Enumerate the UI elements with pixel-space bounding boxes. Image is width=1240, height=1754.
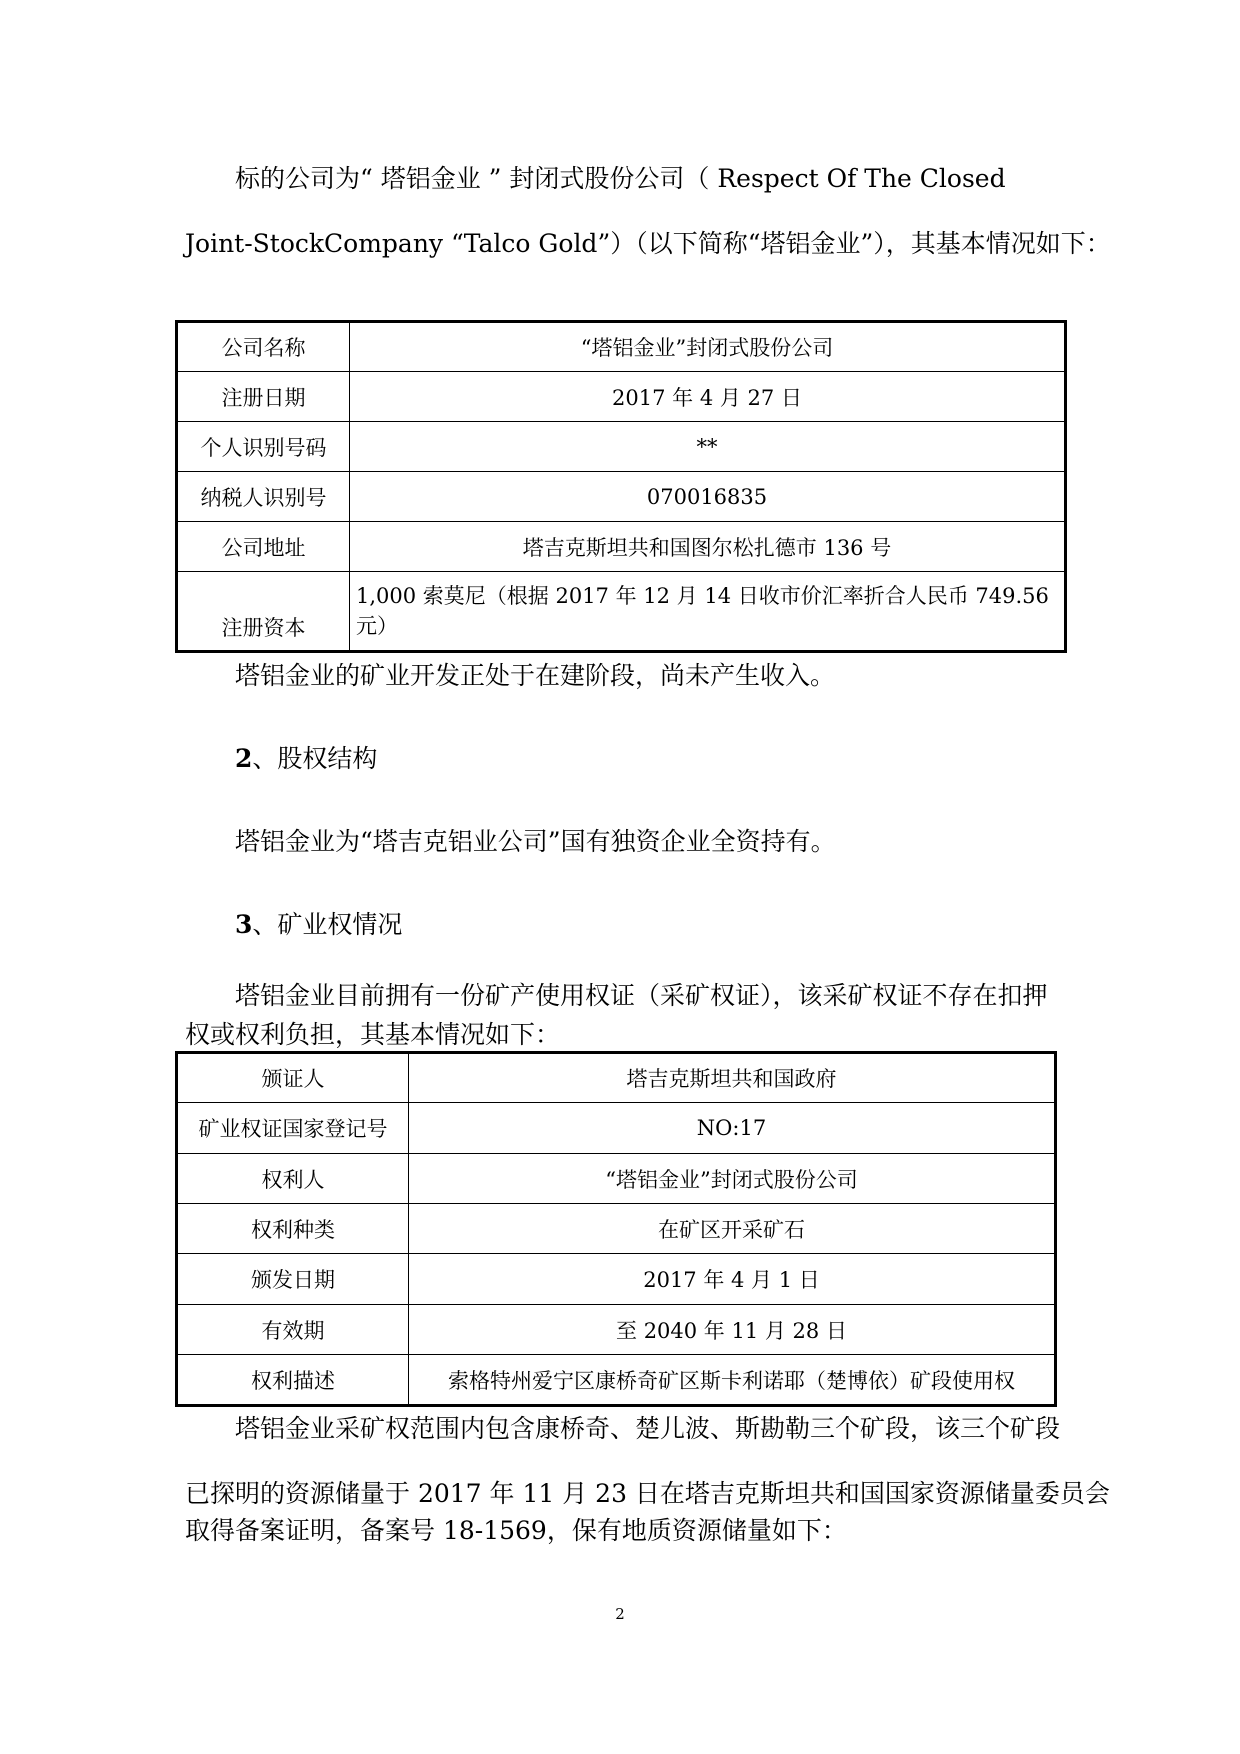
row-value: NO:17 [409, 1103, 1056, 1154]
section-3-heading [235, 906, 402, 944]
section-number: 3 [235, 910, 253, 939]
table-row [177, 372, 1066, 422]
intro-line-2: Joint-StockCompany “Talco Gold”）（以下简称“塔铝金业”），其基本情况如下： [185, 229, 1111, 258]
para-reserves-line-2: 已探明的资源储量于 2017 年 11 月 23 日在塔吉克斯坦共和国国家资源储量委员会 [185, 1479, 1110, 1508]
table-row [177, 1355, 1056, 1406]
row-value: 塔吉克斯坦共和国政府 [409, 1053, 1056, 1103]
row-label: 注册资本 [177, 572, 350, 652]
row-label: 纳税人识别号 [177, 472, 350, 522]
page-number: 2 [615, 1605, 625, 1623]
row-label: 公司名称 [177, 322, 350, 372]
para-reserves-line-3: 取得备案证明，备案号 18-1569，保有地质资源储量如下： [185, 1516, 847, 1545]
row-label: 个人识别号码 [177, 422, 350, 472]
table-row [177, 1254, 1056, 1305]
company-info-table [175, 320, 1067, 653]
row-value: “塔铝金业”封闭式股份公司 [350, 322, 1066, 372]
section-title: 、矿业权情况 [252, 910, 403, 939]
table-row [177, 1305, 1056, 1355]
table-row [177, 472, 1066, 522]
table-row [177, 422, 1066, 472]
para-ownership: 塔铝金业为“塔吉克铝业公司”国有独资企业全资持有。 [235, 827, 836, 856]
section-number: 2 [235, 744, 253, 773]
row-label: 注册日期 [177, 372, 350, 422]
table-row [177, 1103, 1056, 1154]
row-label: 权利描述 [177, 1355, 409, 1406]
intro-line-1: 标的公司为“ 塔铝金业 ” 封闭式股份公司（ Respect Of The Closed [235, 164, 1006, 193]
row-value: ** [350, 422, 1066, 472]
license-info-table [175, 1051, 1057, 1407]
row-value: 070016835 [350, 472, 1066, 522]
row-value: 至 2040 年 11 月 28 日 [409, 1305, 1056, 1355]
row-label: 公司地址 [177, 522, 350, 572]
row-value: “塔铝金业”封闭式股份公司 [409, 1154, 1056, 1204]
row-label: 颁证人 [177, 1053, 409, 1103]
table-row [177, 1154, 1056, 1204]
section-2-heading [235, 740, 377, 778]
row-value: 2017 年 4 月 1 日 [409, 1254, 1056, 1305]
para-development: 塔铝金业的矿业开发正处于在建阶段，尚未产生收入。 [235, 661, 836, 690]
row-value: 1,000 索莫尼（根据 2017 年 12 月 14 日收市价汇率折合人民币 749.56 元） [350, 572, 1066, 652]
row-value: 在矿区开采矿石 [409, 1204, 1056, 1254]
row-label: 权利种类 [177, 1204, 409, 1254]
para-license-line-2: 权或权利负担，其基本情况如下： [185, 1020, 561, 1049]
row-value: 索格特州爱宁区康桥奇矿区斯卡利诺耶（楚博依）矿段使用权 [409, 1355, 1056, 1406]
row-value: 塔吉克斯坦共和国图尔松扎德市 136 号 [350, 522, 1066, 572]
section-title: 、股权结构 [252, 744, 378, 773]
row-label: 矿业权证国家登记号 [177, 1103, 409, 1154]
table-row [177, 322, 1066, 372]
table-row [177, 1204, 1056, 1254]
table-row [177, 522, 1066, 572]
row-label: 有效期 [177, 1305, 409, 1355]
row-label: 颁发日期 [177, 1254, 409, 1305]
para-license-line-1: 塔铝金业目前拥有一份矿产使用权证（采矿权证），该采矿权证不存在扣押 [235, 981, 1048, 1010]
table-row [177, 1053, 1056, 1103]
row-value: 2017 年 4 月 27 日 [350, 372, 1066, 422]
para-reserves-line-1: 塔铝金业采矿权范围内包含康桥奇、楚儿波、斯勘勒三个矿段，该三个矿段 [235, 1414, 1061, 1443]
row-label: 权利人 [177, 1154, 409, 1204]
table-row [177, 572, 1066, 652]
